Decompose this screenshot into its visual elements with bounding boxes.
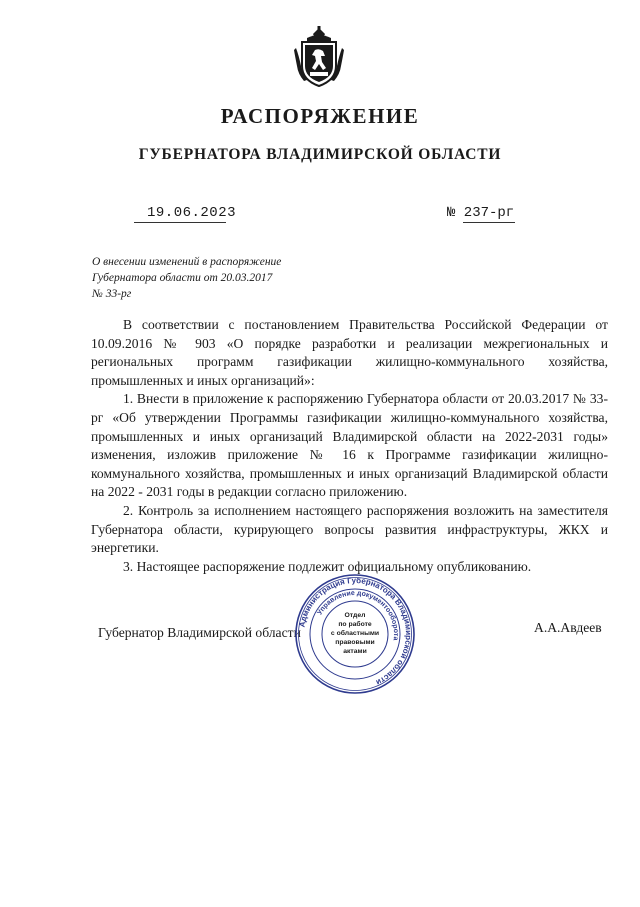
clause-3-paragraph: 3. Настоящее распоряжение подлежит официальному опубликованию. [123,558,532,574]
stamp-outer-text: Администрация Губернатора Владимирской области [297,575,414,688]
stamp-center-line: Отдел [344,612,366,619]
stamp-center-line: актами [343,648,367,655]
stamp-inner-text: Управление документооборота [316,589,400,641]
stamp-center-line: по работе [338,621,372,628]
subject-line: О внесении изменений в распоряжение [92,256,282,268]
date-underline [134,222,226,223]
document-subtitle: ГУБЕРНАТОРА ВЛАДИМИРСКОЙ ОБЛАСТИ [138,146,502,163]
document-title: РАСПОРЯЖЕНИЕ [220,104,420,128]
stamp-center-line: с областными [330,630,380,637]
number-underline [463,222,515,223]
subject-line: Губернатора области от 20.03.2017 [92,272,273,284]
signatory-name: А.А.Авдеев [534,620,602,635]
document-body [91,316,608,576]
document-date: 19.06.2023 [147,205,237,221]
clause-1-paragraph: 1. Внести в приложение к распоряжению Губернатора области от 20.03.2017 № 33-рг «Об утверждении Программы газификации жилищно-коммунального хозяйства, промышленных и иных организаций Владимирской области на 2022-2031 годы» изменения, изложив приложение № 16 к Программе газификации жилищно-коммунального хозяйства, промышленных и иных организаций Владимирской области на 2022 - 2031 годы в редакции согласно приложению. [91,391,608,500]
stamp-center-line: правовыми [335,639,375,646]
subject-line: № 33-рг [92,288,132,300]
preamble-paragraph: В соответствии с постановлением Правительства Российской Федерации от 10.09.2016 № 903 «О порядке разработки и реализации межрегиональных и региональных программ газификации жилищно-коммунального хозяйства, промышленных и иных организаций»: [91,317,608,388]
document-subject [92,254,322,302]
clause-2-paragraph: 2. Контроль за исполнением настоящего распоряжения возложить на заместителя Губернатора области, курирующего вопросы развития инфраструктуры, ЖКХ и энергетики. [91,502,608,556]
document-number: № 237-рг [447,205,515,221]
signatory-position: Губернатор Владимирской области [98,625,301,640]
coat-of-arms-icon [293,26,345,88]
official-stamp [294,573,416,695]
